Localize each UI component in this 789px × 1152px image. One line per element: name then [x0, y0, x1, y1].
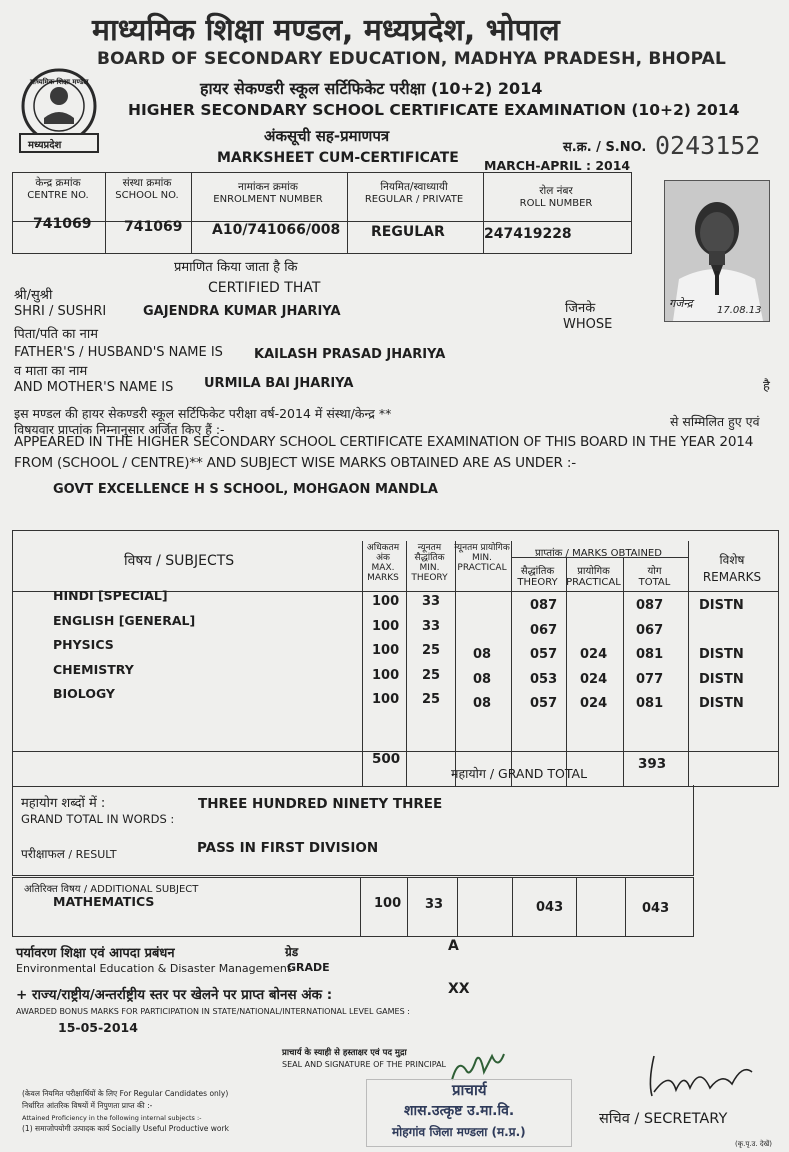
whose-hindi: जिनके — [565, 301, 596, 316]
marks-row-remarks: DISTN — [699, 598, 744, 613]
grand-total-value: 393 — [638, 756, 667, 772]
grade-hindi: ग्रेड — [285, 945, 299, 959]
env-edu-hindi: पर्यावरण शिक्षा एवं आपदा प्रबंधन — [16, 946, 175, 961]
max-marks-header: अधिकतम अंक MAX. MARKS — [366, 543, 400, 583]
marks-row-remarks: DISTN — [699, 647, 744, 662]
roll-number-value: 247419228 — [484, 226, 572, 242]
regular-note-4: (1) समाजोपयोगी उत्पादक कार्य Socially Useful Productive work — [22, 1124, 229, 1133]
appeared-hindi-right: से सम्मिलित हुए एवं — [670, 414, 760, 429]
marks-row-theory: 057 — [530, 696, 558, 711]
serial-label: स.क्र. / S.NO. — [563, 140, 647, 155]
shri-english: SHRI / SUSHRI — [14, 304, 107, 319]
father-name: KAILASH PRASAD JHARIYA — [254, 347, 446, 362]
marks-row-min-th: 25 — [422, 692, 441, 707]
marks-row-max: 100 — [372, 692, 400, 707]
theory-header: सैद्धांतिक THEORY — [517, 566, 558, 588]
serial-number: 0243152 — [655, 131, 761, 160]
mother-label-english: AND MOTHER'S NAME IS — [14, 380, 174, 395]
logo-text-top: माध्यमिक शिक्षा मण्डल — [30, 78, 89, 86]
enrolment-header: नामांकन क्रमांक ENROLMENT NUMBER — [213, 181, 323, 205]
marks-row-remarks: DISTN — [699, 671, 744, 687]
appeared-english-line1: APPEARED IN THE HIGHER SECONDARY SCHOOL CERTIFICATE EXAMINATION OF THIS BOARD IN THE YEAR 2014 — [14, 434, 754, 450]
shri-hindi: श्री/सुश्री — [14, 288, 53, 303]
min-theory-header: न्यूनतम सैद्धांतिक MIN. THEORY — [411, 543, 448, 583]
stamp-line3: मोहगांव जिला मण्डला (म.प्र.) — [392, 1125, 526, 1139]
regular-note-1: (केवल नियमित परीक्षार्थियों के लिए For Regular Candidates only) — [22, 1089, 229, 1098]
board-title-hindi: माध्यमिक शिक्षा मण्डल, मध्यप्रदेश, भोपाल — [92, 13, 560, 48]
doc-title-hindi: अंकसूची सह-प्रमाणपत्र — [264, 127, 390, 145]
remarks-header: विशेष REMARKS — [702, 553, 762, 584]
whose-english: WHOSE — [563, 317, 613, 332]
grade-english: GRADE — [287, 961, 330, 974]
student-photo — [664, 180, 770, 322]
words-label-hindi: महायोग शब्दों में : — [21, 796, 106, 811]
doc-title-english: MARKSHEET CUM-CERTIFICATE — [217, 150, 459, 166]
additional-subject-name: MATHEMATICS — [53, 894, 155, 909]
marks-row-subject: BIOLOGY — [53, 686, 115, 701]
stamp-line2: शास.उत्कृष्ट उ.मा.वि. — [404, 1103, 515, 1119]
exam-title-english: HIGHER SECONDARY SCHOOL CERTIFICATE EXAMINATION (10+2) 2014 — [128, 101, 740, 119]
stamp-line1: प्राचार्य — [452, 1081, 487, 1099]
grade-value: A — [448, 938, 459, 954]
additional-min-theory: 33 — [425, 897, 444, 912]
marks-row-max: 100 — [372, 594, 400, 609]
mother-label-hindi: व माता का नाम — [14, 364, 88, 379]
total-header: योग TOTAL — [638, 566, 671, 588]
marks-row-min-pr: 08 — [473, 671, 492, 687]
marks-row-min-th: 33 — [422, 618, 441, 634]
additional-max: 100 — [374, 896, 402, 911]
marks-row-min-pr: 08 — [473, 696, 492, 711]
marks-row-min-pr: 08 — [473, 647, 492, 662]
marks-row-theory: 087 — [530, 598, 558, 613]
additional-subject-label: अतिरिक्त विषय / ADDITIONAL SUBJECT — [24, 884, 199, 895]
student-name: GAJENDRA KUMAR JHARIYA — [143, 304, 341, 319]
school-no-value: 741069 — [124, 219, 183, 235]
marks-row-practical: 024 — [580, 647, 608, 662]
logo-text-bottom: मध्यप्रदेश — [28, 140, 62, 151]
marks-row-total: 081 — [636, 696, 664, 711]
marks-row-min-th: 25 — [422, 667, 441, 683]
marks-row-subject: HINDI [SPECIAL] — [53, 588, 168, 603]
min-practical-header: न्यूनतम प्रायोगिक MIN. PRACTICAL — [454, 543, 510, 573]
board-logo — [14, 66, 104, 154]
photo-date: 17.08.13 — [717, 305, 762, 316]
pto-note: (कृ.पृ.उ. देखें) — [735, 1140, 772, 1148]
marks-row-total: 077 — [636, 671, 664, 687]
marks-row-theory: 067 — [530, 622, 558, 638]
exam-title-hindi: हायर सेकण्डरी स्कूल सर्टिफिकेट परीक्षा (10+2) 2014 — [200, 79, 543, 98]
marks-obtained-header: प्राप्तांक / MARKS OBTAINED — [535, 548, 662, 559]
principal-label-hindi: प्राचार्य के स्याही से हस्ताक्षर एवं पद मुद्रा — [282, 1048, 407, 1058]
father-label-hindi: पिता/पति का नाम — [14, 327, 99, 342]
appeared-english-line2: FROM (SCHOOL / CENTRE)** AND SUBJECT WISE MARKS OBTAINED ARE AS UNDER :- — [14, 455, 576, 471]
mother-name: URMILA BAI JHARIYA — [204, 376, 354, 391]
marks-row-subject: ENGLISH [GENERAL] — [53, 612, 196, 628]
marks-row-remarks: DISTN — [699, 696, 744, 711]
regular-note-2: निर्धारित आंतरिक विषयों में निपुणता प्राप्त की :- — [22, 1101, 153, 1110]
school-name: GOVT EXCELLENCE H S SCHOOL, MOHGAON MANDLA — [53, 482, 438, 497]
max-marks-total: 500 — [372, 751, 401, 767]
secretary-signature — [640, 1052, 760, 1102]
enrolment-value: A10/741066/008 — [212, 222, 341, 238]
subjects-header: विषय / SUBJECTS — [124, 553, 235, 569]
marks-row-practical: 024 — [580, 696, 608, 711]
additional-theory: 043 — [536, 900, 564, 915]
marks-row-min-th: 33 — [422, 594, 441, 609]
issue-date: 15-05-2014 — [58, 1020, 138, 1035]
board-title-english: BOARD OF SECONDARY EDUCATION, MADHYA PRADESH, BHOPAL — [97, 49, 727, 69]
result-label: परीक्षाफल / RESULT — [21, 847, 117, 861]
bonus-hindi: + राज्य/राष्ट्रीय/अन्तर्राष्ट्रीय स्तर पर खेलने पर प्राप्त बोनस अंक : — [16, 987, 333, 1003]
marks-row-max: 100 — [372, 618, 400, 634]
marks-row-total: 087 — [636, 598, 664, 613]
school-no-header: संस्था क्रमांक SCHOOL NO. — [115, 177, 179, 201]
photo-caption: गजेन्द्र — [669, 297, 693, 310]
marks-row-total: 081 — [636, 647, 664, 662]
principal-label-english: SEAL AND SIGNATURE OF THE PRINCIPAL — [282, 1060, 446, 1069]
father-label-english: FATHER'S / HUSBAND'S NAME IS — [14, 345, 223, 360]
marks-row-max: 100 — [372, 667, 400, 683]
marks-row-theory: 057 — [530, 647, 558, 662]
regular-private-header: नियमित/स्वाध्यायी REGULAR / PRIVATE — [364, 181, 464, 205]
marks-row-subject: CHEMISTRY — [53, 661, 134, 677]
env-edu-english: Environmental Education & Disaster Management — [16, 962, 292, 975]
centre-no-header: केन्द्र क्रमांक CENTRE NO. — [27, 177, 89, 201]
marks-row-max: 100 — [372, 643, 400, 658]
additional-total: 043 — [642, 901, 670, 916]
practical-header: प्रायोगिक PRACTICAL — [566, 566, 621, 588]
regular-private-value: REGULAR — [371, 224, 445, 240]
marks-row-total: 067 — [636, 622, 664, 638]
centre-no-value: 741069 — [33, 216, 92, 232]
marks-row-subject: PHYSICS — [53, 637, 114, 652]
bonus-english: AWARDED BONUS MARKS FOR PARTICIPATION IN STATE/NATIONAL/INTERNATIONAL LEVEL GAMES : — [16, 1007, 410, 1016]
marks-row-theory: 053 — [530, 671, 558, 687]
roll-number-header: रोल नंबर ROLL NUMBER — [519, 185, 593, 209]
grand-total-label: महायोग / GRAND TOTAL — [451, 766, 588, 781]
certified-english: CERTIFIED THAT — [208, 280, 321, 296]
words-label-english: GRAND TOTAL IN WORDS : — [21, 812, 175, 826]
appeared-hindi-line1: इस मण्डल की हायर सेकण्डरी स्कूल सर्टिफिकेट परीक्षा वर्ष-2014 में संस्था/केन्द्र ** — [14, 406, 392, 421]
marks-row-min-th: 25 — [422, 643, 441, 658]
hai-text: है — [763, 379, 770, 394]
regular-note-3: Attained Proficiency in the following internal subjects :- — [22, 1114, 202, 1122]
certified-hindi: प्रमाणित किया जाता है कि — [174, 260, 298, 275]
result-value: PASS IN FIRST DIVISION — [197, 840, 379, 856]
secretary-label: सचिव / SECRETARY — [599, 1111, 728, 1127]
bonus-value: XX — [448, 981, 470, 997]
exam-session: MARCH-APRIL : 2014 — [484, 158, 631, 173]
marks-row-practical: 024 — [580, 671, 608, 687]
grand-total-words: THREE HUNDRED NINETY THREE — [198, 796, 443, 812]
appeared-hindi-line2: विषयवार प्राप्तांक निम्नानुसार अर्जित किए हैं :- — [14, 422, 225, 437]
